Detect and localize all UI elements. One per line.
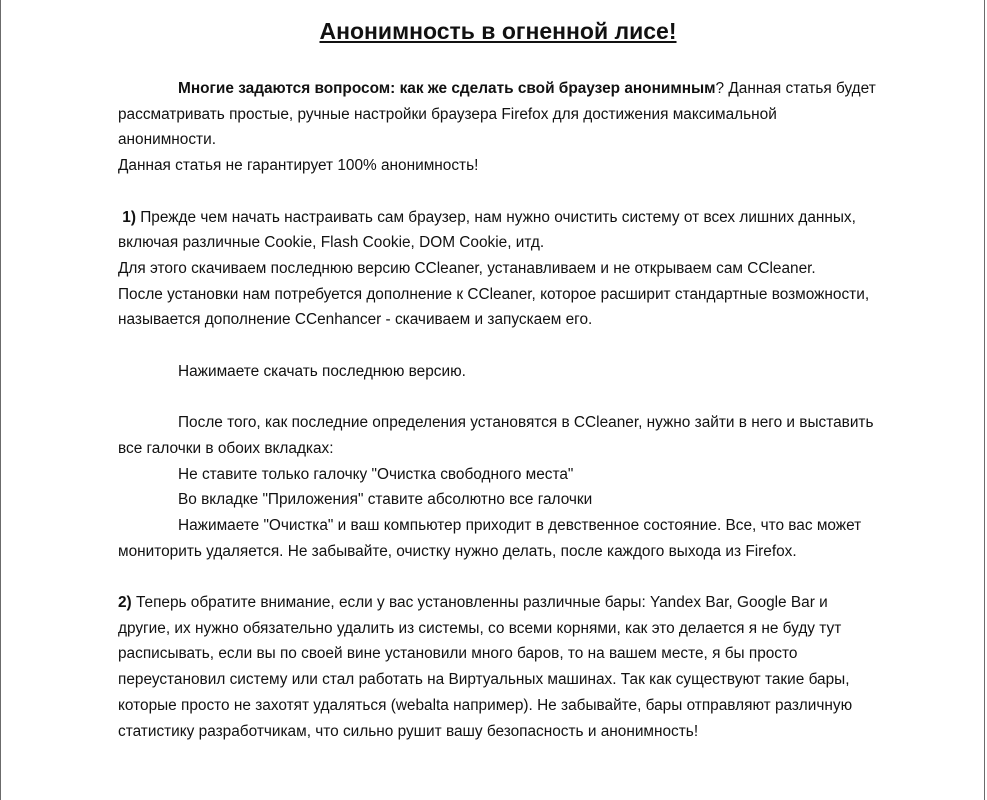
document-title: Анонимность в огненной лисе! — [319, 18, 677, 44]
spacer — [118, 333, 878, 359]
step2-number: 2) — [118, 594, 132, 611]
step1-tip2: Во вкладке "Приложения" ставите абсолютно все галочки — [178, 491, 593, 509]
spacer — [118, 384, 878, 410]
intro-disclaimer: Данная статья не гарантирует 100% анонимность! — [118, 157, 479, 175]
intro-paragraph — [118, 76, 878, 153]
step1-line3: После установки нам потребуется дополнение к CCleaner, которое расширит стандартные возможности, называется дополнение CCenhancer - скачиваем и запускаем его. — [118, 285, 870, 329]
step1-text: Прежде чем начать настраивать сам браузер, нам нужно очистить систему от всех лишних данных, включая различные Cookie, Flash Cookie, DOM Cookie, итд. — [118, 208, 856, 252]
step1-tip1: Не ставите только галочку "Очистка свободного места" — [178, 465, 574, 483]
step2-text: Теперь обратите внимание, если у вас установленны различные бары: Yandex Bar, Google Bar и другие, их нужно обязательно удалить из системы, со всеми корнями, как это делается я не буду тут расписывать, если вы по своей вине установили много баров, то на вашем месте, я бы просто переустановил систему или стал работать на Виртуальных машинах. Так как существуют такие бары, которые просто не захотят удаляться (webalta например). Не забывайте, бары отправляют различную статистику разработчикам, что сильно рушит вашу безопасность и анонимность! — [118, 594, 853, 740]
spacer — [118, 179, 878, 205]
intro-lead-rest: ? Данная статья будет рассматривать простые, ручные настройки браузера Firefox для достижения максимальной анонимности. — [118, 80, 876, 149]
intro-lead-bold: Многие задаются вопросом: как же сделать свой браузер анонимным — [178, 80, 716, 97]
step1-download-note: Нажимаете скачать последнюю версию. — [178, 362, 466, 380]
step2-paragraph — [118, 590, 878, 744]
step1-number: 1) — [122, 208, 136, 226]
document-content — [118, 14, 878, 744]
step1-after-update: После того, как последние определения установятся в CCleaner, нужно зайти в него и выставить все галочки в обоих вкладках: — [118, 414, 874, 457]
step1-line2: Для этого скачиваем последнюю версию CCleaner, устанавливаем и не открываем сам CCleaner. — [118, 259, 816, 277]
step1-paragraph — [118, 205, 878, 256]
spacer — [118, 564, 878, 590]
step1-tip3: Нажимаете "Очистка" и ваш компьютер приходит в девственное состояние. Все, что вас может мониторить удаляется. Не забывайте, очистку нужно делать, после каждого выхода из Firefox. — [118, 516, 862, 560]
